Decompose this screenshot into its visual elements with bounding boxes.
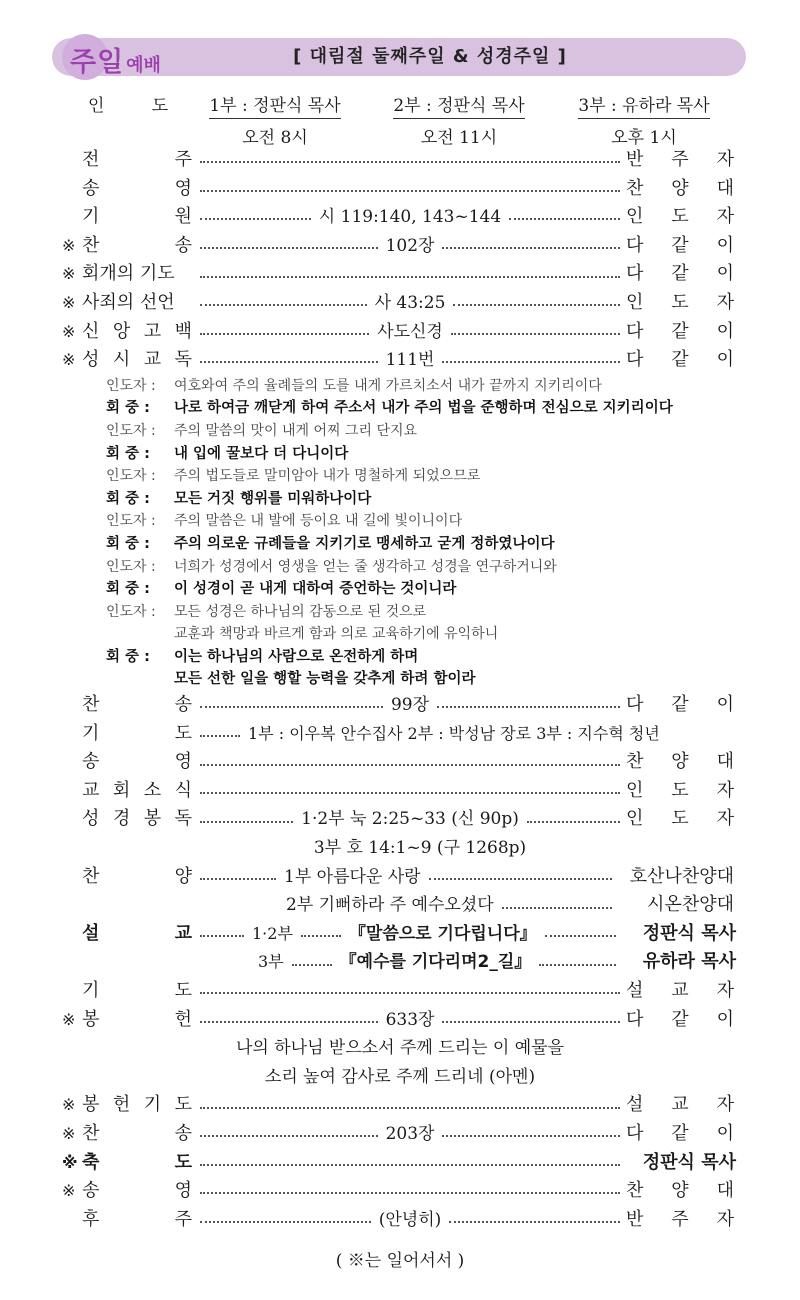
logo-main: 주일 [70,47,125,78]
standing-mark: ※ [62,1123,76,1143]
list-item: ※ 찬 송 203장 다 같 이 [0,1120,800,1149]
standing-note: ( ※는 일어서서 ) [335,1251,465,1271]
list-item: ※ 찬 송 102장 다 같 이 [0,232,800,261]
standing-mark: ※ [62,1181,76,1201]
logo-sub: 예배 [126,55,161,76]
standing-mark: ※ [62,321,76,341]
list-item: 후 주 (안녕히) 반 주 자 [82,1208,734,1230]
offering-lyric: 소리 높여 감사로 주께 드리네 (아멘) [264,1066,536,1087]
reading-line: 회 중 : 나로 하여금 깨닫게 하여 주소서 내가 주의 법을 준행하며 전심으로 지키리이다 [106,400,673,417]
list-item: 교 회 소 식 인 도 자 [82,779,734,801]
list-item: ※ 봉 헌 기 도 설 교 자 [0,1091,800,1120]
list-item: ※ 축 도 정판식 목사 [0,1149,800,1178]
reading-line: 인도자 : 주의 말씀의 맛이 내게 어찌 그리 단지요 [106,422,418,439]
list-item: 송 영 찬 양 대 [82,751,734,773]
list-item: ※ 사죄의 선언 사 43:25 인 도 자 [0,289,800,318]
reading-line: 모든 선한 일을 행할 능력을 갖추게 하려 함이라 [174,671,476,688]
list-item: ※ 봉 헌 633장 다 같 이 [0,1006,800,1035]
list-item: 전 주 반 주 자 [82,149,734,170]
list-item: 송 영 찬 양 대 [82,177,734,199]
list-item: 기 원 시 119:140, 143~144 인 도 자 [82,206,734,228]
service-3: 3부 : 유하라 목사 오후 1시 [566,91,722,148]
standing-mark: ※ [62,1095,76,1115]
reading-line: 회 중 : 모든 거짓 행위를 미워하나이다 [106,490,372,507]
list-item: 찬 양 1부 아름다운 사랑 호산나찬양대 [82,865,734,887]
reading-line: 인도자 : 여호와여 주의 율례들의 도를 내게 가르치소서 내가 끝까지 지키리이다 [106,377,602,394]
list-item: 기 도 1부 : 이우복 안수집사 2부 : 박성남 장로 3부 : 지수혁 청년 [82,722,660,744]
list-item: 3부 『예수를 기다리며2_길』 유하라 목사 [258,951,736,973]
page-title: [ 대림절 둘째주일 & 성경주일 ] [293,46,567,67]
reading-line: 회 중 : 주의 의로운 규례들을 지키기로 맹세하고 굳게 정하였나이다 [106,535,555,552]
list-item: 기 도 설 교 자 [82,980,734,1001]
standing-mark: ※ [62,264,76,284]
order-of-worship [0,146,800,1234]
reading-line: 인도자 : 너희가 성경에서 영생을 얻는 줄 생각하고 성경을 연구하거니와 [106,558,557,575]
list-item: 찬 송 99장 다 같 이 [82,694,734,716]
list-item: ※ 신 앙 고 백 사도신경 다 같 이 [0,318,800,347]
standing-mark: ※ [62,235,76,255]
responsive-reading [106,375,786,691]
reading-line: 인도자 : 모든 성경은 하나님의 감동으로 된 것으로 [106,603,427,620]
reading-line: 회 중 : 내 입에 꿀보다 더 다니이다 [106,445,349,462]
scripture-line-2: 3부 호 14:1~9 (구 1268p) [313,838,527,859]
logo [70,40,161,78]
reading-line: 회 중 : 이는 하나님의 사람으로 온전하게 하며 [106,648,419,665]
standing-mark: ※ [62,1152,78,1172]
list-item: ※ 성 시 교 독 111번 다 같 이 [0,346,800,375]
standing-mark: ※ [62,292,76,312]
reading-line: 인도자 : 주의 말씀은 내 발에 등이요 내 길에 빛이니이다 [106,513,463,530]
reading-line: 교훈과 책망과 바르게 함과 의로 교육하기에 유익하니 [174,626,499,643]
list-item: 성 경 봉 독 1·2부 눅 2:25~33 (신 90p) 인 도 자 [82,808,734,830]
list-item: ※ 송 영 찬 양 대 [0,1177,800,1206]
offering-lyric: 나의 하나님 받으소서 주께 드리는 이 예물을 [235,1038,565,1059]
service-2: 2부 : 정판식 목사 오전 11시 [384,91,534,148]
list-item: ※ 회개의 기도 다 같 이 [0,260,800,289]
list-item: 설 교 1·2부 『말씀으로 기다립니다』 정판식 목사 [82,922,736,944]
service-1: 1부 : 정판식 목사 오전 8시 [200,91,350,148]
standing-mark: ※ [62,350,76,370]
reading-line: 인도자 : 주의 법도들로 말미암아 내가 명철하게 되었으므로 [106,468,481,485]
leader-row [0,91,800,146]
leader-label: 인 도 [88,96,168,116]
list-item: 2부 기뻐하라 주 예수오셨다 시온찬양대 [286,894,734,916]
reading-line: 회 중 : 이 성경이 곧 내게 대하여 증언하는 것이니라 [106,581,457,598]
standing-mark: ※ [62,1009,76,1029]
